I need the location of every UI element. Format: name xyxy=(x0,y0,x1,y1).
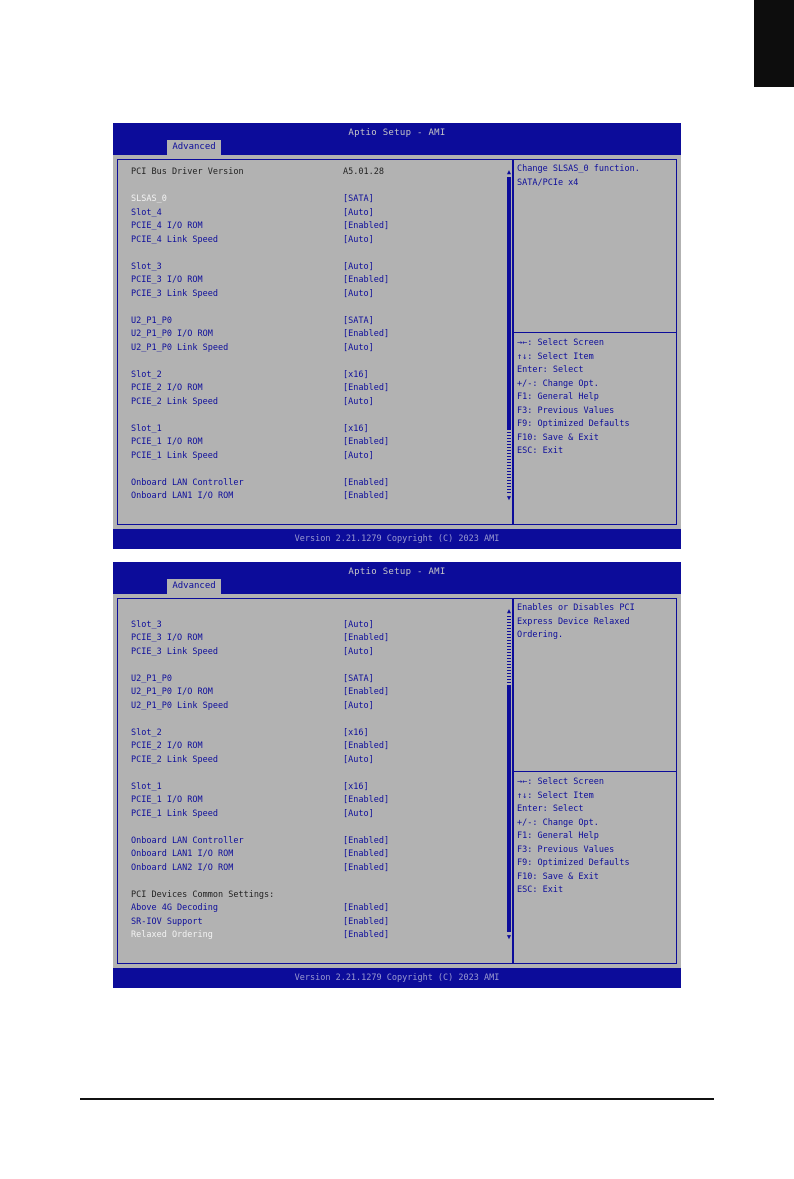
setting-label: PCIE_2 Link Speed xyxy=(131,396,218,407)
bios-title: Aptio Setup - AMI xyxy=(348,128,446,138)
setting-row[interactable] xyxy=(131,193,501,206)
key-hint: ↑↓: Select Item xyxy=(517,790,594,801)
setting-label: PCIE_4 I/O ROM xyxy=(131,221,203,231)
setting-row[interactable] xyxy=(131,794,501,807)
setting-label: Above 4G Decoding xyxy=(131,903,218,913)
settings-pane xyxy=(117,159,513,525)
setting-value[interactable]: [x16] xyxy=(343,781,369,792)
setting-label: Slot_3 xyxy=(131,619,162,630)
setting-row[interactable] xyxy=(131,490,501,503)
setting-row[interactable] xyxy=(131,632,501,645)
setting-row[interactable] xyxy=(131,700,501,713)
help-text xyxy=(517,163,673,190)
setting-row[interactable] xyxy=(131,342,501,355)
setting-row xyxy=(131,301,501,314)
setting-value[interactable]: [Enabled] xyxy=(343,383,390,393)
setting-label: PCIE_1 Link Speed xyxy=(131,808,218,819)
setting-label: PCIE_3 Link Speed xyxy=(131,646,218,657)
key-hint: →←: Select Screen xyxy=(517,338,604,348)
help-divider xyxy=(514,332,676,333)
setting-label: PCIE_1 Link Speed xyxy=(131,450,218,461)
setting-row[interactable] xyxy=(131,382,501,395)
help-line: Express Device Relaxed xyxy=(517,616,630,627)
key-hint: Enter: Select xyxy=(517,365,584,375)
setting-value[interactable]: [Enabled] xyxy=(343,903,390,913)
setting-row xyxy=(131,875,501,888)
key-hint: Enter: Select xyxy=(517,804,584,814)
scroll-thumb[interactable] xyxy=(507,686,511,932)
setting-value[interactable]: [Auto] xyxy=(343,754,374,765)
bios-screen-2 xyxy=(113,562,681,988)
bios-screen-1 xyxy=(113,123,681,549)
setting-value[interactable]: [Auto] xyxy=(343,288,374,299)
key-hint: →←: Select Screen xyxy=(517,777,604,787)
page-edge-tab xyxy=(754,0,794,87)
setting-label: PCI Devices Common Settings: xyxy=(131,889,275,900)
setting-value[interactable]: [x16] xyxy=(343,423,369,434)
key-hint: F1: General Help xyxy=(517,831,599,841)
setting-value[interactable]: [Auto] xyxy=(343,234,374,245)
setting-row[interactable] xyxy=(131,207,501,220)
key-hint: F3: Previous Values xyxy=(517,405,615,416)
setting-value[interactable]: [Enabled] xyxy=(343,437,390,447)
setting-value[interactable]: [Enabled] xyxy=(343,862,390,873)
setting-value[interactable]: [Enabled] xyxy=(343,477,390,488)
setting-value[interactable]: [SATA] xyxy=(343,315,374,326)
scroll-up-icon[interactable]: ▲ xyxy=(506,607,512,615)
help-line: SATA/PCIe x4 xyxy=(517,177,579,188)
setting-label: Slot_2 xyxy=(131,369,162,380)
setting-label: SR-IOV Support xyxy=(131,916,203,927)
setting-label: Onboard LAN1 I/O ROM xyxy=(131,491,234,501)
setting-value[interactable]: [Enabled] xyxy=(343,275,390,285)
key-legend xyxy=(517,337,673,459)
setting-row[interactable] xyxy=(131,396,501,409)
scroll-track[interactable] xyxy=(507,616,511,932)
setting-row[interactable] xyxy=(131,315,501,328)
setting-value[interactable]: [Auto] xyxy=(343,646,374,657)
setting-label: Relaxed Ordering xyxy=(131,930,213,940)
setting-value[interactable]: [Enabled] xyxy=(343,795,390,805)
setting-value[interactable]: [x16] xyxy=(343,369,369,380)
help-line: Ordering. xyxy=(517,630,564,640)
setting-row[interactable] xyxy=(131,781,501,794)
setting-row[interactable] xyxy=(131,835,501,848)
setting-value[interactable]: [Enabled] xyxy=(343,633,390,643)
setting-value[interactable]: [Enabled] xyxy=(343,916,390,927)
setting-row[interactable] xyxy=(131,274,501,287)
scroll-up-icon[interactable]: ▲ xyxy=(506,168,512,176)
bios-header xyxy=(113,123,681,155)
setting-value[interactable]: [Enabled] xyxy=(343,221,390,231)
setting-row[interactable] xyxy=(131,423,501,436)
setting-value[interactable]: [Enabled] xyxy=(343,741,390,751)
setting-value[interactable]: [Auto] xyxy=(343,450,374,461)
setting-label: PCIE_1 I/O ROM xyxy=(131,795,203,805)
setting-row xyxy=(131,247,501,260)
setting-label: U2_P1_P0 Link Speed xyxy=(131,700,229,711)
setting-row[interactable] xyxy=(131,477,501,490)
setting-row[interactable] xyxy=(131,619,501,632)
setting-value[interactable]: [Auto] xyxy=(343,342,374,353)
bios-footer: Version 2.21.1279 Copyright (C) 2023 AMI xyxy=(294,973,500,983)
key-hint: F9: Optimized Defaults xyxy=(517,858,630,868)
setting-value[interactable]: [Enabled] xyxy=(343,687,390,697)
setting-label: Onboard LAN2 I/O ROM xyxy=(131,862,234,873)
key-hint: F9: Optimized Defaults xyxy=(517,419,630,429)
setting-row[interactable] xyxy=(131,261,501,274)
setting-label: PCI Bus Driver Version xyxy=(131,167,244,177)
setting-row[interactable] xyxy=(131,328,501,341)
setting-value[interactable]: [Auto] xyxy=(343,396,374,407)
setting-value[interactable]: [Auto] xyxy=(343,619,374,630)
setting-row xyxy=(131,659,501,672)
setting-label: Onboard LAN Controller xyxy=(131,835,244,846)
key-hint: ESC: Exit xyxy=(517,446,564,456)
setting-row[interactable] xyxy=(131,234,501,247)
setting-label: U2_P1_P0 I/O ROM xyxy=(131,687,213,697)
key-legend xyxy=(517,776,673,898)
scroll-thumb[interactable] xyxy=(507,177,511,430)
setting-row xyxy=(131,605,501,618)
setting-row xyxy=(131,889,501,902)
setting-row xyxy=(131,180,501,193)
setting-row xyxy=(131,713,501,726)
key-hint: F10: Save & Exit xyxy=(517,871,599,882)
key-hint: F1: General Help xyxy=(517,392,599,402)
setting-row[interactable] xyxy=(131,808,501,821)
setting-row[interactable] xyxy=(131,902,501,915)
setting-value: A5.01.28 xyxy=(343,167,384,177)
page-footer-rule xyxy=(80,1098,714,1100)
setting-row xyxy=(131,821,501,834)
tab-advanced[interactable]: Advanced xyxy=(167,140,221,155)
setting-value[interactable]: [Enabled] xyxy=(343,329,390,339)
setting-row xyxy=(131,355,501,368)
bios-header xyxy=(113,562,681,594)
setting-label: Onboard LAN Controller xyxy=(131,477,244,488)
setting-row[interactable] xyxy=(131,916,501,929)
key-hint: +/-: Change Opt. xyxy=(517,817,599,828)
setting-label: Onboard LAN1 I/O ROM xyxy=(131,849,234,859)
setting-row[interactable] xyxy=(131,929,501,942)
key-hint: ↑↓: Select Item xyxy=(517,351,594,362)
setting-label: U2_P1_P0 I/O ROM xyxy=(131,329,213,339)
key-hint: F3: Previous Values xyxy=(517,844,615,855)
help-line: Enables or Disables PCI xyxy=(517,603,635,613)
setting-label: U2_P1_P0 xyxy=(131,673,172,684)
setting-label: PCIE_4 Link Speed xyxy=(131,234,218,245)
setting-row[interactable] xyxy=(131,288,501,301)
setting-label: SLSAS_0 xyxy=(131,194,167,204)
setting-label: PCIE_3 Link Speed xyxy=(131,288,218,299)
setting-label: PCIE_3 I/O ROM xyxy=(131,275,203,285)
bios-footer: Version 2.21.1279 Copyright (C) 2023 AMI xyxy=(294,534,500,544)
help-pane xyxy=(513,159,677,525)
setting-row[interactable] xyxy=(131,740,501,753)
setting-value[interactable]: [Auto] xyxy=(343,808,374,819)
help-line: Change SLSAS_0 function. xyxy=(517,164,640,174)
scrollbar[interactable] xyxy=(506,607,512,941)
setting-row[interactable] xyxy=(131,436,501,449)
setting-value[interactable]: [SATA] xyxy=(343,194,374,204)
setting-value[interactable]: [Auto] xyxy=(343,261,374,272)
key-hint: F10: Save & Exit xyxy=(517,432,599,443)
setting-label: Slot_4 xyxy=(131,207,162,218)
scroll-down-icon[interactable]: ▼ xyxy=(506,494,512,502)
setting-label: PCIE_2 I/O ROM xyxy=(131,741,203,751)
setting-value[interactable]: [x16] xyxy=(343,727,369,738)
help-divider xyxy=(514,771,676,772)
setting-row xyxy=(131,767,501,780)
setting-label: PCIE_3 I/O ROM xyxy=(131,633,203,643)
scroll-down-icon[interactable]: ▼ xyxy=(506,933,512,941)
help-pane xyxy=(513,598,677,964)
setting-row[interactable] xyxy=(131,450,501,463)
key-hint: ESC: Exit xyxy=(517,885,564,895)
setting-row xyxy=(131,463,501,476)
setting-label: Slot_3 xyxy=(131,261,162,272)
setting-value[interactable]: [Enabled] xyxy=(343,849,390,859)
tab-advanced[interactable]: Advanced xyxy=(167,579,221,594)
setting-row[interactable] xyxy=(131,862,501,875)
setting-row[interactable] xyxy=(131,369,501,382)
settings-pane xyxy=(117,598,513,964)
bios-body xyxy=(113,594,681,968)
setting-row xyxy=(131,166,501,179)
setting-value[interactable]: [Enabled] xyxy=(343,930,390,940)
setting-row[interactable] xyxy=(131,686,501,699)
setting-row[interactable] xyxy=(131,727,501,740)
setting-value[interactable]: [Auto] xyxy=(343,700,374,711)
setting-label: PCIE_2 I/O ROM xyxy=(131,383,203,393)
setting-row xyxy=(131,409,501,422)
help-text xyxy=(517,602,673,643)
setting-value[interactable]: [Enabled] xyxy=(343,491,390,501)
setting-value[interactable]: [Auto] xyxy=(343,207,374,218)
setting-label: Slot_2 xyxy=(131,727,162,738)
bios-body xyxy=(113,155,681,529)
setting-row[interactable] xyxy=(131,220,501,233)
setting-row[interactable] xyxy=(131,646,501,659)
setting-label: Slot_1 xyxy=(131,781,162,792)
setting-label: U2_P1_P0 xyxy=(131,315,172,326)
scroll-track[interactable] xyxy=(507,177,511,493)
setting-row[interactable] xyxy=(131,848,501,861)
setting-label: PCIE_2 Link Speed xyxy=(131,754,218,765)
setting-value[interactable]: [SATA] xyxy=(343,673,374,684)
setting-row[interactable] xyxy=(131,673,501,686)
scrollbar[interactable] xyxy=(506,168,512,502)
setting-label: Slot_1 xyxy=(131,423,162,434)
setting-label: U2_P1_P0 Link Speed xyxy=(131,342,229,353)
setting-row[interactable] xyxy=(131,754,501,767)
key-hint: +/-: Change Opt. xyxy=(517,378,599,389)
bios-title: Aptio Setup - AMI xyxy=(348,567,446,577)
setting-label: PCIE_1 I/O ROM xyxy=(131,437,203,447)
setting-value[interactable]: [Enabled] xyxy=(343,835,390,846)
